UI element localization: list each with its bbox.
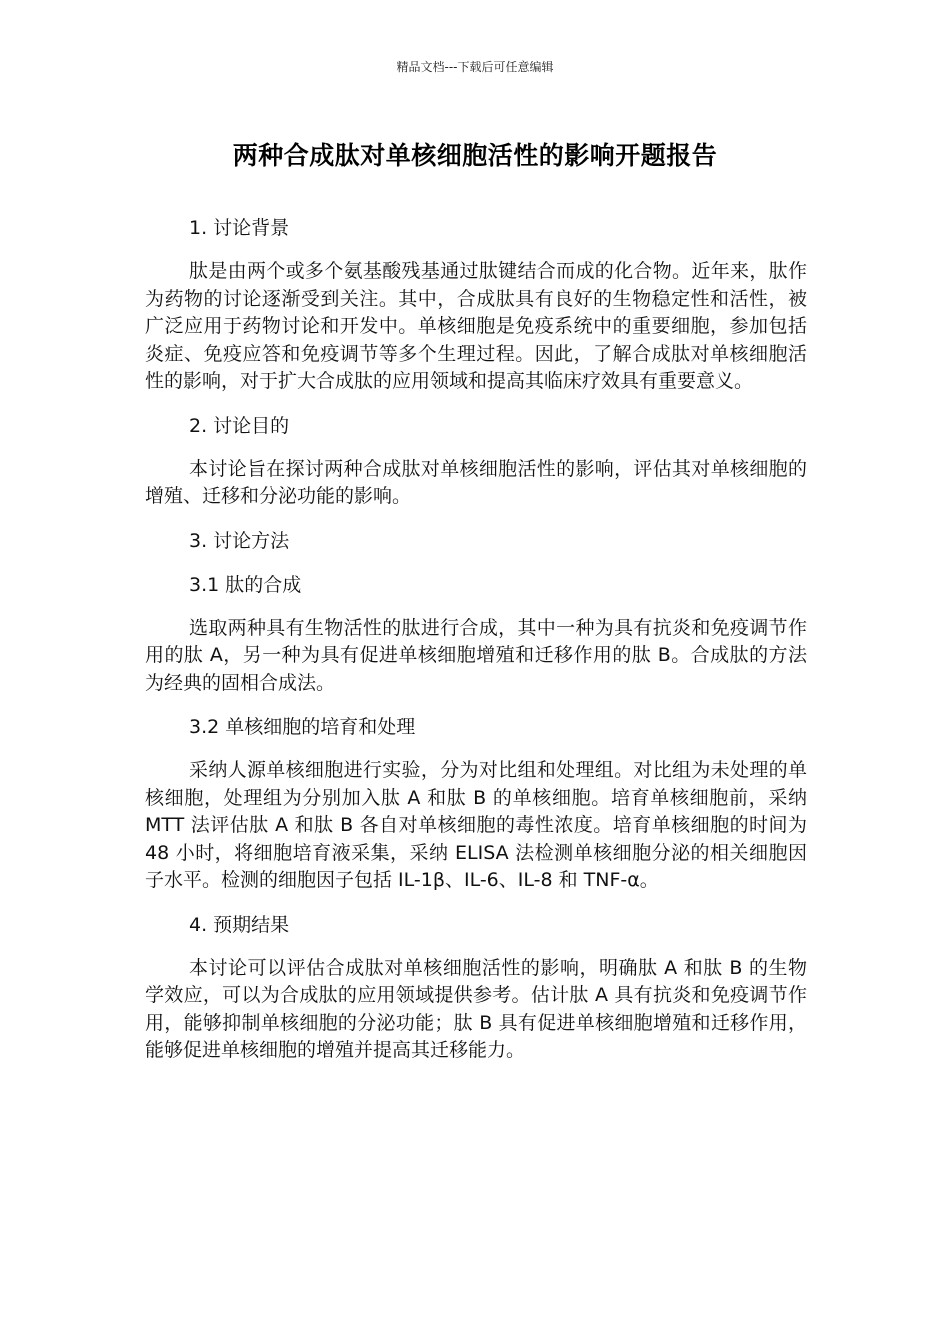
- paragraph-peptide-synthesis: 选取两种具有生物活性的肽进行合成，其中一种为具有抗炎和免疫调节作用的肽 A，另一种为具有促进单核细胞增殖和迁移作用的肽 B。合成肽的方法为经典的固相合成法。: [145, 616, 807, 694]
- paragraph-expected-results: 本讨论可以评估合成肽对单核细胞活性的影响，明确肽 A 和肽 B 的生物学效应，可以为合成肽的应用领域提供参考。估计肽 A 具有抗炎和免疫调节作用，能够抑制单核细胞的分泌功能；肽 B 具有促进单核细胞增殖和迁移作用，能够促进单核细胞的增殖并提高其迁移能力。: [145, 956, 807, 1061]
- subsection-heading-peptide-synthesis: 3.1 肽的合成: [189, 573, 302, 596]
- paragraph-background: 肽是由两个或多个氨基酸残基通过肽键结合而成的化合物。近年来，肽作为药物的讨论逐渐受到关注。其中，合成肽具有良好的生物稳定性和活性，被广泛应用于药物讨论和开发中。单核细胞是免疫系统中的重要细胞，参加包括炎症、免疫应答和免疫调节等多个生理过程。因此，了解合成肽对单核细胞活性的影响，对于扩大合成肽的应用领域和提高其临床疗效具有重要意义。: [145, 260, 807, 392]
- section-heading-background: 1. 讨论背景: [189, 217, 290, 239]
- page-header: 精品文档---下载后可任意编辑: [396, 60, 554, 74]
- paragraph-cell-culture: 采纳人源单核细胞进行实验，分为对比组和处理组。对比组为未处理的单核细胞，处理组为分别加入肽 A 和肽 B 的单核细胞。培育单核细胞前，采纳 MTT 法评估肽 A 和肽 B 各自对单核细胞的毒性浓度。培育单核细胞的时间为 48 小时，将细胞培育液采集，采纳 ELISA 法检测单核细胞分泌的相关细胞因子水平。检测的细胞因子包括 IL-1β、IL-6、IL-8 和 TNF-α。: [145, 759, 807, 891]
- document-body: [145, 214, 807, 1081]
- subsection-heading-cell-culture: 3.2 单核细胞的培育和处理: [189, 716, 416, 738]
- document-title: 两种合成肽对单核细胞活性的影响开题报告: [232, 141, 718, 170]
- paragraph-purpose: 本讨论旨在探讨两种合成肽对单核细胞活性的影响，评估其对单核细胞的增殖、迁移和分泌功能的影响。: [145, 457, 807, 507]
- section-heading-methods: 3. 讨论方法: [189, 529, 290, 552]
- section-heading-purpose: 2. 讨论目的: [189, 414, 290, 437]
- section-heading-expected-results: 4. 预期结果: [189, 913, 290, 936]
